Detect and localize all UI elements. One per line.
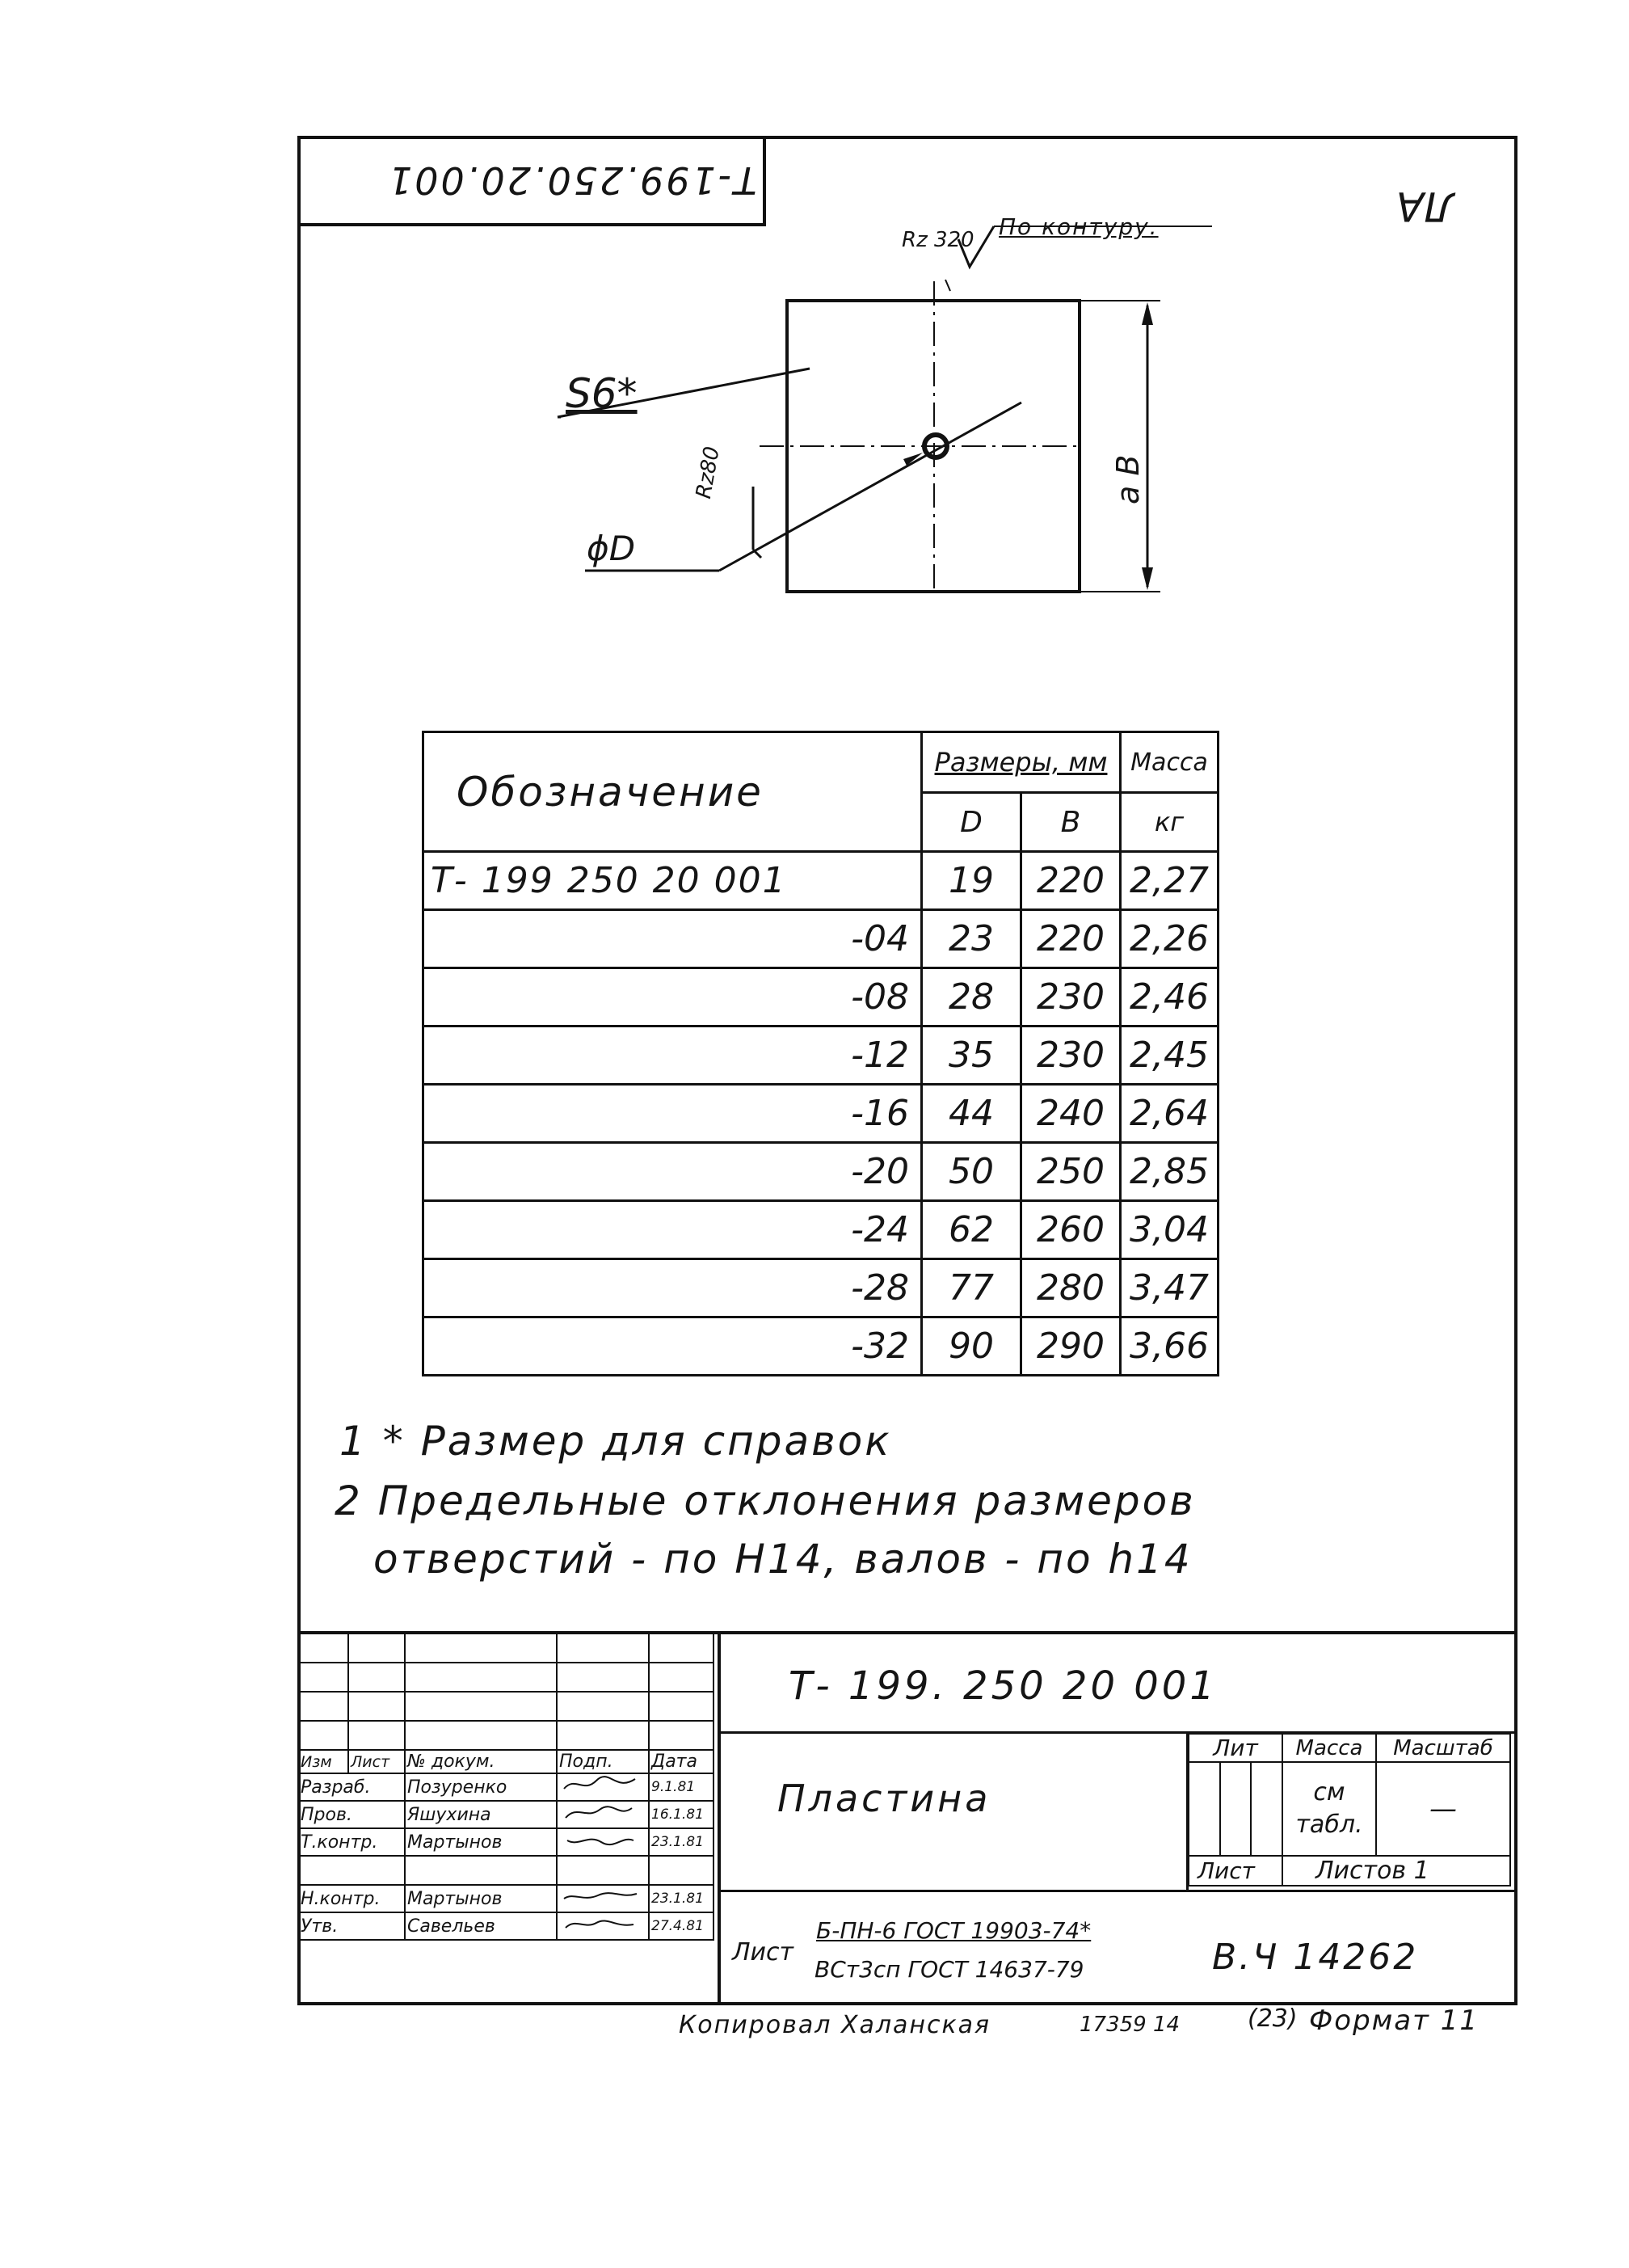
dim-arrow-bottom bbox=[1142, 567, 1153, 590]
footer-copied: Копировал Халанская bbox=[679, 2011, 991, 2039]
spec-header-row bbox=[423, 732, 1219, 793]
signature-row bbox=[298, 1828, 713, 1856]
row-designation: -08 bbox=[423, 968, 922, 1027]
row-designation: -24 bbox=[423, 1201, 922, 1259]
row-b: 290 bbox=[1021, 1317, 1121, 1376]
role: Разраб. bbox=[298, 1773, 405, 1801]
row-mass: 2,27 bbox=[1121, 852, 1219, 910]
note-2: 2 Предельные отклонения размеров bbox=[335, 1478, 1196, 1524]
row-d: 90 bbox=[922, 1317, 1021, 1376]
table-row bbox=[423, 1317, 1219, 1376]
row-d: 28 bbox=[922, 968, 1021, 1027]
sheets-label: Листов 1 bbox=[1282, 1856, 1510, 1886]
table-row bbox=[423, 1085, 1219, 1143]
roughness-note: По контуру. bbox=[999, 213, 1159, 240]
signature-row bbox=[298, 1885, 713, 1912]
corner-mark: ЛА bbox=[1396, 183, 1454, 230]
signature-row bbox=[298, 1801, 713, 1828]
footer-code: 17359 14 bbox=[1080, 2013, 1181, 2037]
mass-value bbox=[1282, 1762, 1376, 1856]
header-doc: № докум. bbox=[405, 1750, 557, 1773]
row-b: 250 bbox=[1021, 1143, 1121, 1201]
row-d: 50 bbox=[922, 1143, 1021, 1201]
person-name: Савельев bbox=[405, 1912, 557, 1940]
row-designation: -16 bbox=[423, 1085, 922, 1143]
row-designation: -32 bbox=[423, 1317, 922, 1376]
footer-format: Формат 11 bbox=[1309, 2005, 1480, 2037]
role: Пров. bbox=[298, 1801, 405, 1828]
sign-date: 9.1.81 bbox=[649, 1773, 713, 1801]
row-d: 44 bbox=[922, 1085, 1021, 1143]
sign-date bbox=[649, 1856, 713, 1885]
sheet-label: Лист bbox=[1189, 1856, 1282, 1886]
lit-cells bbox=[1189, 1762, 1282, 1856]
role: Н.контр. bbox=[298, 1885, 405, 1912]
table-row bbox=[423, 852, 1219, 910]
col-unit-label: кг bbox=[1121, 793, 1219, 852]
table-row bbox=[423, 910, 1219, 968]
diameter-label: ϕD bbox=[587, 529, 636, 568]
diameter-leader bbox=[719, 403, 1021, 571]
col-b-label: В bbox=[1021, 793, 1121, 852]
lit-mass-scale bbox=[1188, 1733, 1511, 1886]
signature-table bbox=[297, 1633, 714, 1941]
col-mass: Масса bbox=[1282, 1734, 1376, 1762]
signature-row bbox=[298, 1912, 713, 1940]
org-code: В.Ч 14262 bbox=[1212, 1937, 1419, 1978]
person-name: Позуренко bbox=[405, 1773, 557, 1801]
signature bbox=[557, 1885, 649, 1912]
signature bbox=[557, 1828, 649, 1856]
row-d: 19 bbox=[922, 852, 1021, 910]
hole-roughness-label: Rz80 bbox=[692, 445, 725, 501]
note-1: 1 * Размер для справок bbox=[339, 1418, 892, 1465]
sign-date: 23.1.81 bbox=[649, 1828, 713, 1856]
header-sizes: Размеры, мм bbox=[922, 732, 1121, 793]
col-lit: Лит bbox=[1189, 1734, 1282, 1762]
title-designation: Т- 199. 250 20 001 bbox=[789, 1663, 1218, 1709]
sign-date: 16.1.81 bbox=[649, 1801, 713, 1828]
row-d: 77 bbox=[922, 1259, 1021, 1317]
thickness-label: S6* bbox=[566, 370, 638, 417]
scale-value: — bbox=[1376, 1762, 1510, 1856]
mass-value-2: табл. bbox=[1295, 1811, 1363, 1839]
part-drawing bbox=[0, 0, 1629, 727]
sign-date: 27.4.81 bbox=[649, 1912, 713, 1940]
row-mass: 2,45 bbox=[1121, 1027, 1219, 1085]
row-b: 240 bbox=[1021, 1085, 1121, 1143]
header-designation: Обозначение bbox=[423, 732, 922, 852]
row-designation: -04 bbox=[423, 910, 922, 968]
side-dimension-label: а В bbox=[1110, 454, 1146, 504]
role: Утв. bbox=[298, 1912, 405, 1940]
signature-row bbox=[298, 1856, 713, 1885]
role bbox=[298, 1856, 405, 1885]
row-b: 260 bbox=[1021, 1201, 1121, 1259]
part-name: Пластина bbox=[777, 1777, 991, 1820]
spec-table bbox=[422, 731, 1219, 1376]
person-name: Мартынов bbox=[405, 1885, 557, 1912]
header-izm: Изм bbox=[298, 1750, 348, 1773]
row-b: 220 bbox=[1021, 852, 1121, 910]
table-row bbox=[423, 1027, 1219, 1085]
row-mass: 2,64 bbox=[1121, 1085, 1219, 1143]
title-block-divider bbox=[718, 1631, 721, 2005]
row-d: 62 bbox=[922, 1201, 1021, 1259]
mass-value-1: см bbox=[1313, 1778, 1345, 1806]
table-row bbox=[423, 1259, 1219, 1317]
row-mass: 2,26 bbox=[1121, 910, 1219, 968]
row-b: 230 bbox=[1021, 1027, 1121, 1085]
sign-date: 23.1.81 bbox=[649, 1885, 713, 1912]
note-3: отверстий - по Н14, валов - по h14 bbox=[373, 1536, 1193, 1583]
material-prefix: Лист bbox=[732, 1938, 794, 1967]
header-list: Лист bbox=[348, 1750, 405, 1773]
signature-header-row bbox=[298, 1750, 713, 1773]
table-row bbox=[423, 1143, 1219, 1201]
rotated-designation: Т-199.250.20.001 bbox=[386, 158, 757, 202]
person-name bbox=[405, 1856, 557, 1885]
header-sign: Подп. bbox=[557, 1750, 649, 1773]
row-mass: 3,66 bbox=[1121, 1317, 1219, 1376]
signature bbox=[557, 1912, 649, 1940]
row-designation: -20 bbox=[423, 1143, 922, 1201]
row-mass: 2,85 bbox=[1121, 1143, 1219, 1201]
signature-row bbox=[298, 1773, 713, 1801]
person-name: Яшухина bbox=[405, 1801, 557, 1828]
row-mass: 2,46 bbox=[1121, 968, 1219, 1027]
dim-arrow-top bbox=[1142, 302, 1153, 325]
signature bbox=[557, 1773, 649, 1801]
col-scale: Масштаб bbox=[1376, 1734, 1510, 1762]
row-b: 220 bbox=[1021, 910, 1121, 968]
header-date: Дата bbox=[649, 1750, 713, 1773]
material-line-2: ВСт3сп ГОСТ 14637-79 bbox=[814, 1956, 1084, 1983]
row-d: 35 bbox=[922, 1027, 1021, 1085]
row-b: 230 bbox=[1021, 968, 1121, 1027]
row-designation: Т- 199 250 20 001 bbox=[423, 852, 922, 910]
roughness-label: Rz 320 bbox=[902, 228, 974, 252]
row-d: 23 bbox=[922, 910, 1021, 968]
col-d-label: D bbox=[922, 793, 1021, 852]
row-designation: -12 bbox=[423, 1027, 922, 1085]
row-designation: -28 bbox=[423, 1259, 922, 1317]
table-row bbox=[423, 968, 1219, 1027]
footer-num: (23) bbox=[1248, 2005, 1298, 2033]
signature bbox=[557, 1801, 649, 1828]
person-name: Мартынов bbox=[405, 1828, 557, 1856]
row-mass: 3,04 bbox=[1121, 1201, 1219, 1259]
row-mass: 3,47 bbox=[1121, 1259, 1219, 1317]
table-row bbox=[423, 1201, 1219, 1259]
row-b: 280 bbox=[1021, 1259, 1121, 1317]
header-mass: Масса bbox=[1121, 732, 1219, 793]
material-line-1: Б-ПН-6 ГОСТ 19903-74* bbox=[816, 1917, 1092, 1944]
role: Т.контр. bbox=[298, 1828, 405, 1856]
